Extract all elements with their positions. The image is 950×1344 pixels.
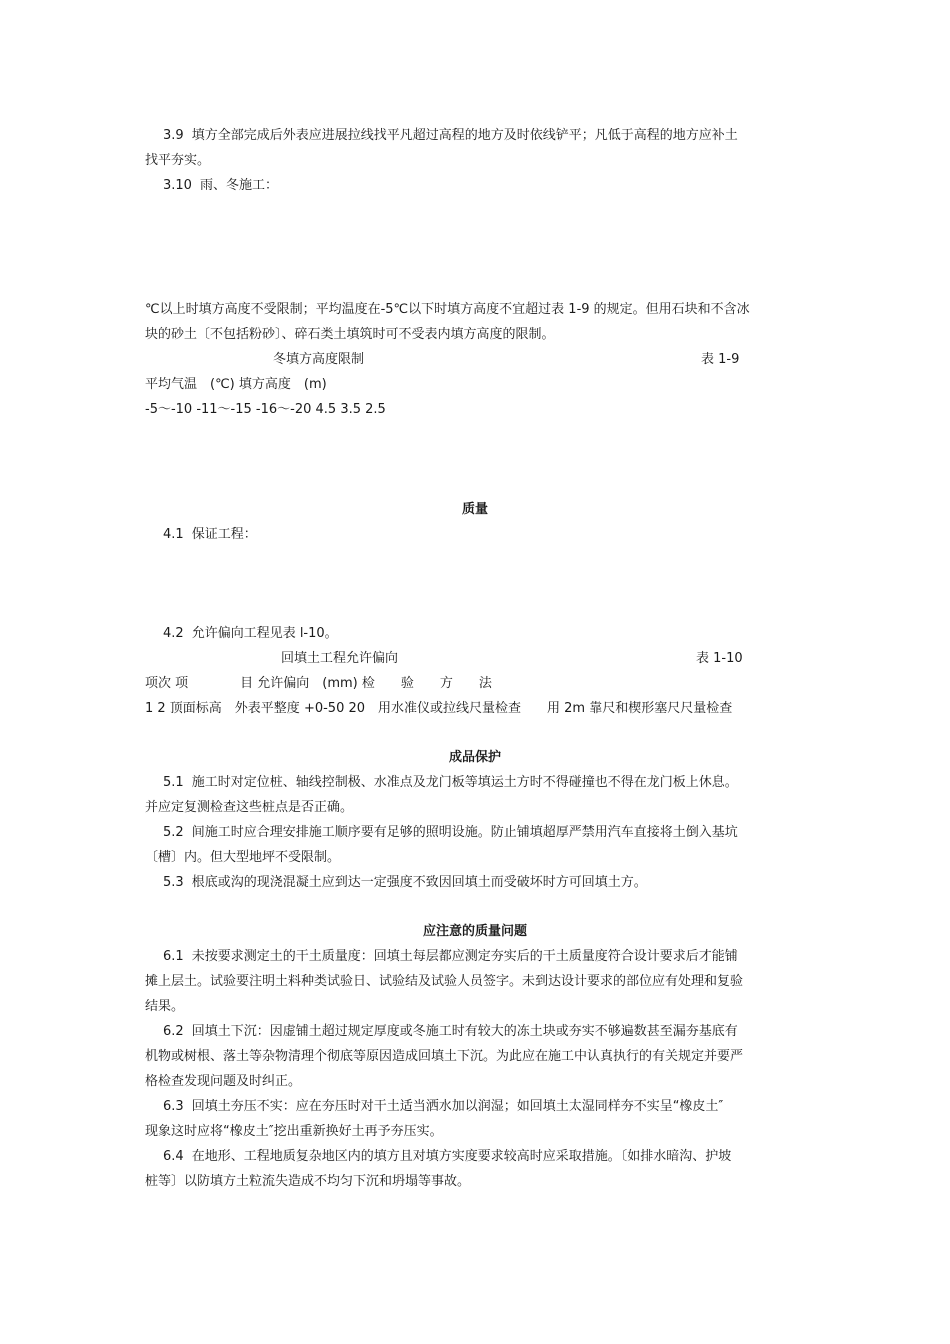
table-1-9-label: 表 1-9 [701,352,740,367]
section-number: 6.1 [163,949,184,964]
paragraph-text: 雨、冬施工： [199,178,278,193]
table-1-10-title: 回填土工程允许偏向 [281,651,399,666]
paragraph-6-3 [163,1097,723,1117]
paragraph-text: 根底或沟的现浇混凝土应到达一定强度不致因回填土而受破坏时方可回填土方。 [191,875,647,890]
section-number: 5.3 [163,875,184,890]
section-number: 5.2 [163,825,184,840]
table-1-10-row: 1 2 顶面标高 外表平整度 +0-50 20 用水准仪或拉线尺量检查 用 2m 靠尺和楔形塞尺尺量检查 [145,701,733,716]
paragraph-text: 回填土下沉：因虚铺土超过规定厚度或冬施工时有较大的冻土块或夯实不够遍数甚至漏夯基底有 [191,1024,738,1039]
section-number: 6.2 [163,1024,184,1039]
section-heading-quality: 质量 [461,502,488,517]
paragraph-6-1-cont1: 摊上层土。试验要注明土料种类试验日、试验结及试验人员签字。未到达设计要求的部位应有处理和复验 [145,974,744,989]
paragraph-5-1 [163,773,738,793]
paragraph-6-1-cont2: 结果。 [145,999,185,1014]
paragraph-5-2 [163,823,738,843]
section-number: 4.2 [163,626,184,641]
paragraph-text: 在地形、工程地质复杂地区内的填方且对填方实度要求较高时应采取措施。〔如排水暗沟、护坡 [191,1149,732,1164]
section-number: 5.1 [163,775,184,790]
paragraph-4-2 [163,624,338,644]
paragraph-6-3-cont: 现象这时应将“橡皮土″挖出重新换好土再予夯压实。 [145,1124,443,1139]
paragraph-5-1-cont: 并应定复测检查这些桩点是否正确。 [145,800,354,815]
table-1-9-header: 平均气温 (℃) 填方高度 (m) [145,377,327,392]
paragraph-3-10 [163,176,278,196]
paragraph-6-1 [163,947,738,967]
table-1-9-title: 冬填方高度限制 [273,352,365,367]
section-number: 6.3 [163,1099,184,1114]
table-1-10-label: 表 1-10 [696,651,743,666]
paragraph-text: 回填土夯压不实：应在夯压时对干土适当洒水加以润湿；如回填土太湿同样夯不实呈“橡皮土″ [191,1099,724,1114]
paragraph-5-3 [163,873,647,893]
paragraph-text: 间施工时应合理安排施工顺序要有足够的照明设施。防止铺填超厚严禁用汽车直接将土倒入基坑 [191,825,738,840]
section-number: 6.4 [163,1149,184,1164]
table-1-10-header: 项次 项 目 允许偏向 (mm) 检 验 方 法 [145,676,492,691]
paragraph-5-2-cont: 〔槽〕内。但大型地坪不受限制。 [145,850,341,865]
paragraph-3-9-cont: 找平夯实。 [145,153,211,168]
section-number: 4.1 [163,527,184,542]
winter-paragraph-line2: 块的砂土〔不包括粉砂〕、碎石类土填筑时可不受表内填方高度的限制。 [145,327,555,342]
paragraph-6-2-cont1: 机物或树根、落土等杂物清理个彻底等原因造成回填土下沉。为此应在施工中认真执行的有关规定并要严 [145,1049,744,1064]
paragraph-text: 保证工程： [191,527,257,542]
section-heading-protection: 成品保护 [448,750,501,765]
winter-paragraph-line1: ℃以上时填方高度不受限制；平均温度在-5℃以下时填方高度不宜超过表 1-9 的规定。但用石块和不含冰 [145,302,750,317]
paragraph-6-2-cont2: 格检查发现问题及时纠正。 [145,1074,302,1089]
paragraph-6-2 [163,1022,738,1042]
paragraph-6-4 [163,1147,731,1167]
paragraph-text: 填方全部完成后外表应进展拉线找平凡超过高程的地方及时依线铲平；凡低于高程的地方应补土 [191,128,738,143]
section-heading-quality-issues: 应注意的质量问题 [422,924,527,939]
table-1-9-row: -5～-10 -11～-15 -16～-20 4.5 3.5 2.5 [145,402,386,417]
section-number: 3.9 [163,128,184,143]
section-number: 3.10 [163,178,192,193]
paragraph-text: 施工时对定位桩、轴线控制极、水准点及龙门板等填运土方时不得碰撞也不得在龙门板上休息。 [191,775,738,790]
paragraph-6-4-cont: 桩等〕以防填方土粒流失造成不均匀下沉和坍塌等事故。 [145,1174,471,1189]
paragraph-4-1 [163,525,257,545]
paragraph-text: 未按要求测定土的干土质量度：回填土每层都应测定夯实后的干土质量度符合设计要求后才能铺 [191,949,738,964]
paragraph-3-9 [163,126,738,146]
paragraph-text: 允许偏向工程见表 l-10。 [191,626,338,641]
